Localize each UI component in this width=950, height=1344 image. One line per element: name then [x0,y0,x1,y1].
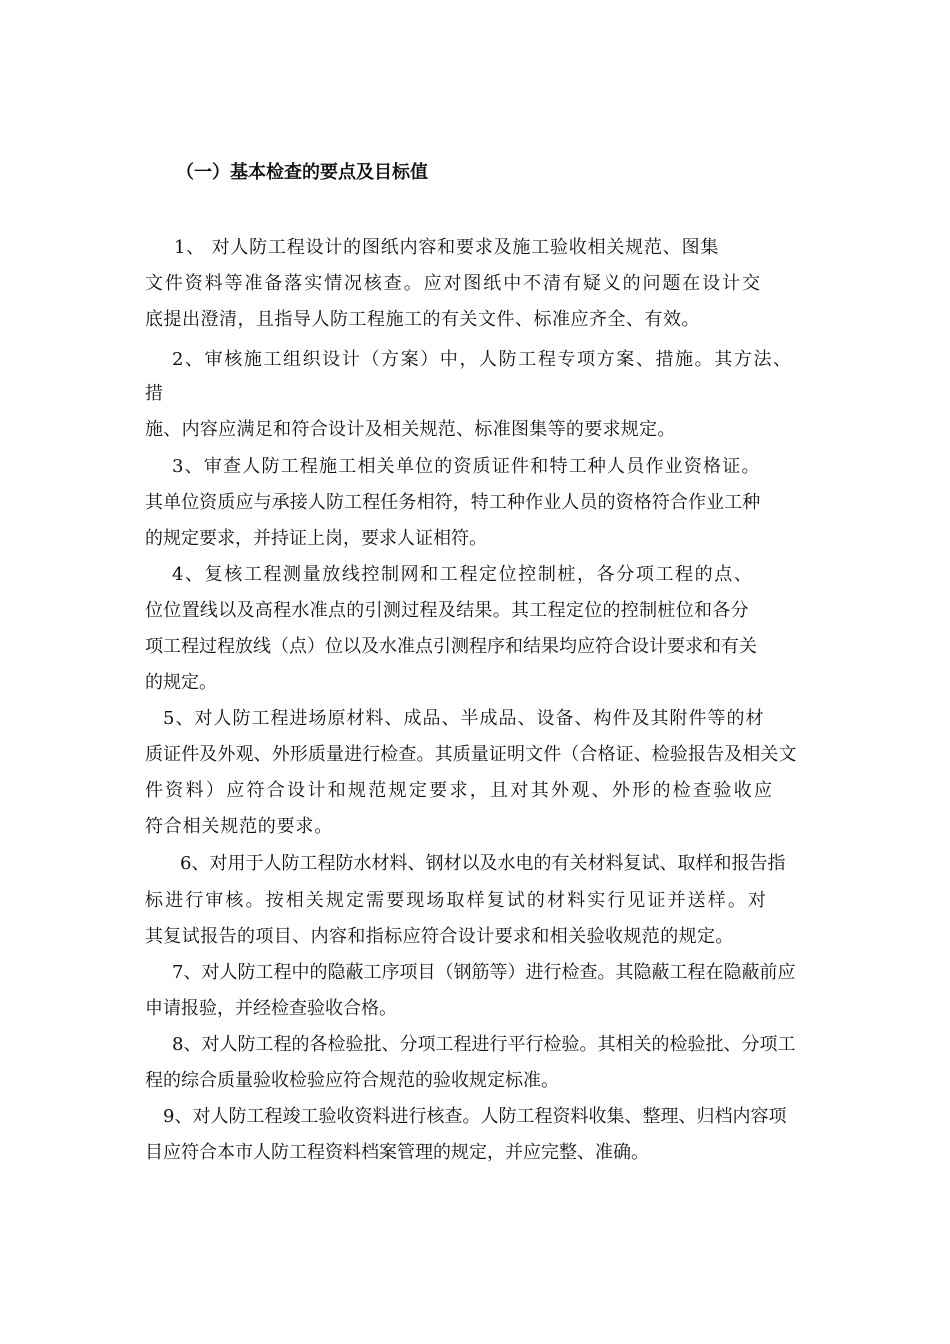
text-line: 底提出澄清，且指导人防工程施工的有关文件、标准应齐全、有效。 [145,309,700,330]
text-line: 文件资料等准备落实情况核查。应对图纸中不清有疑义的问题在设计交 [145,273,762,294]
text-line: 的规定。 [145,672,217,693]
text-line: 其单位资质应与承接人防工程任务相符，特工种作业人员的资格符合作业工种 [145,492,761,513]
text-line: 施、内容应满足和符合设计及相关规范、标准图集等的要求规定。 [145,419,676,440]
text-line: 申请报验，并经检查验收合格。 [145,998,397,1019]
text-line: 5、对人防工程进场原材料、成品、半成品、设备、构件及其附件等的材 [163,708,765,729]
text-line: 9、对人防工程竣工验收资料进行核查。人防工程资料收集、整理、归档内容项 [163,1106,787,1127]
text-line: 4、复核工程测量放线控制网和工程定位控制桩，各分项工程的点、 [172,564,754,585]
text-line: 位位置线以及高程水准点的引测过程及结果。其工程定位的控制桩位和各分 [145,600,749,621]
text-line: 标进行审核。按相关规定需要现场取样复试的材料实行见证并送样。对 [145,890,769,911]
text-line: 1、 对人防工程设计的图纸内容和要求及施工验收相关规范、图集 [174,237,720,258]
section-heading: （一）基本检查的要点及目标值 [176,162,428,183]
text-line: 符合相关规范的要求。 [145,816,333,837]
text-line: 措 [145,383,163,404]
text-line: 程的综合质量验收检验应符合规范的验收规定标准。 [145,1070,559,1091]
text-line: 目应符合本市人防工程资料档案管理的规定，并应完整、准确。 [145,1142,649,1163]
text-line: 件资料）应符合设计和规范规定要求，且对其外观、外形的检查验收应 [145,780,775,801]
text-line: 项工程过程放线（点）位以及水准点引测程序和结果均应符合设计要求和有关 [145,636,757,657]
text-line: 2、审核施工组织设计（方案）中，人防工程专项方案、措施。其方法、 [172,349,793,370]
text-line: 质证件及外观、外形质量进行检查。其质量证明文件（合格证、检验报告及相关文 [145,744,797,765]
text-line: 其复试报告的项目、内容和指标应符合设计要求和相关验收规范的规定。 [145,926,734,947]
text-line: 8、对人防工程的各检验批、分项工程进行平行检验。其相关的检验批、分项工 [172,1034,796,1055]
text-line: 6、对用于人防工程防水材料、钢材以及水电的有关材料复试、取样和报告指 [180,853,786,874]
text-line: 的规定要求，并持证上岗，要求人证相符。 [145,528,487,549]
text-line: 7、对人防工程中的隐蔽工序项目（钢筋等）进行检查。其隐蔽工程在隐蔽前应 [172,962,796,983]
text-line: 3、审查人防工程施工相关单位的资质证件和特工种人员作业资格证。 [172,456,761,477]
